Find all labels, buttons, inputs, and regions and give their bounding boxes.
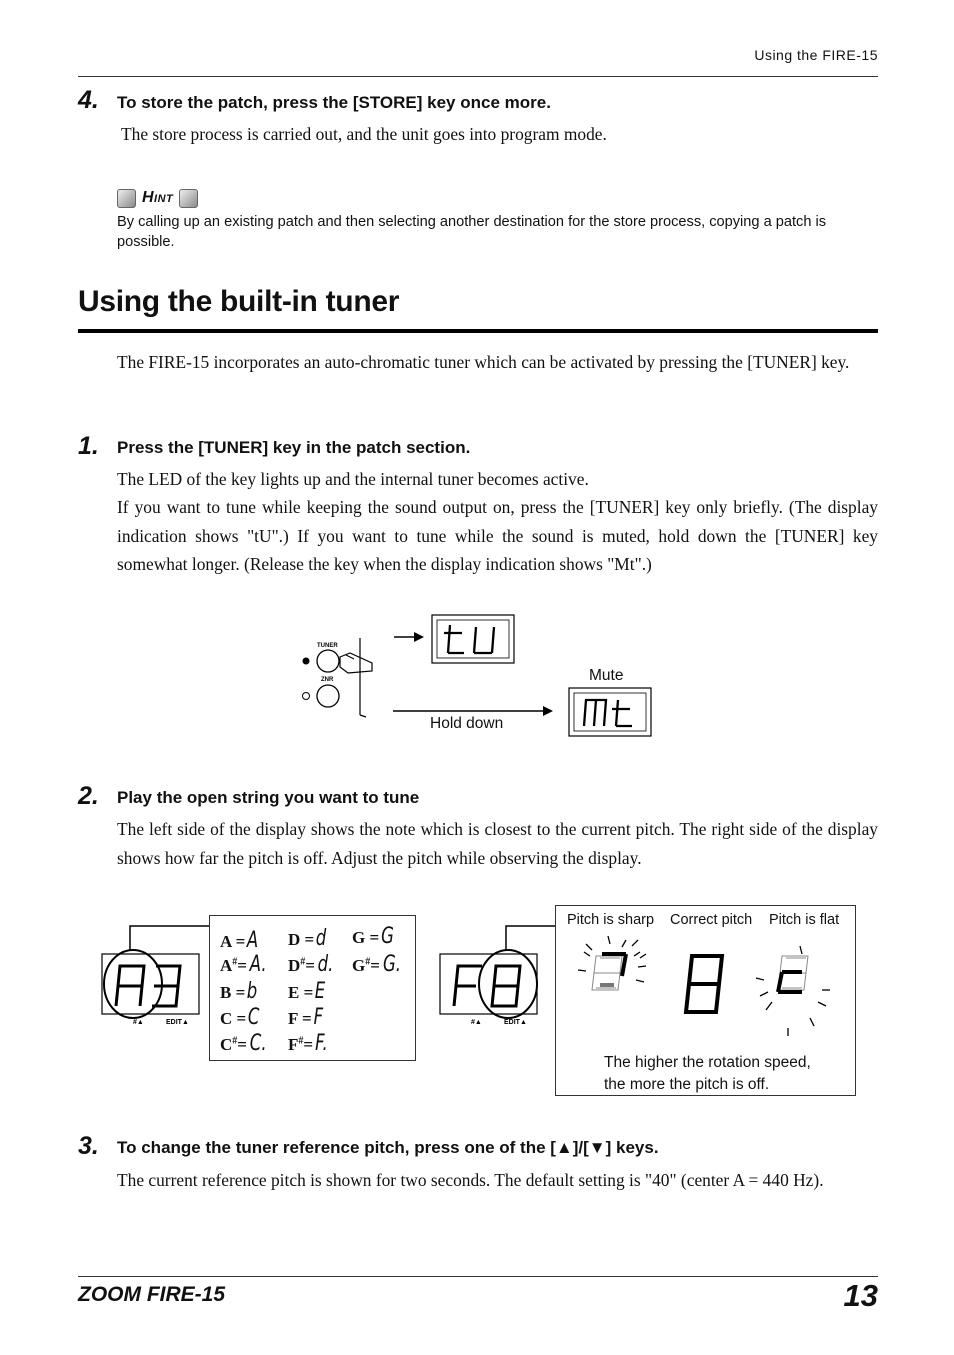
note-row-a: A =A	[220, 928, 259, 953]
hint-text: By calling up an existing patch and then selecting another destination for the store process, copying a patch is possible.	[117, 214, 827, 250]
note-table	[209, 915, 416, 1061]
header-rule	[78, 76, 878, 77]
note-row-f-sharp: F#=F.	[288, 1031, 328, 1056]
pitch-caption	[604, 1052, 811, 1096]
step-4-number: 4.	[78, 86, 99, 114]
sharp-up-button-label: #▲	[133, 1019, 144, 1026]
pitch-correct-label: Correct pitch	[670, 912, 753, 928]
pitch-sharp-label: Pitch is sharp	[567, 912, 655, 928]
mute-label: Mute	[589, 667, 624, 684]
note-row-g: G =G	[352, 924, 395, 949]
step-1-number: 1.	[78, 432, 99, 460]
step-2-body: The left side of the display shows the note which is closest to the current pitch. The right side of the display shows how far the pitch is off. Adjust the pitch while observing the display.	[117, 819, 878, 868]
hint-square-icon	[179, 189, 198, 208]
section-intro: The FIRE-15 incorporates an auto-chromatic tuner which can be activated by pressing the [TUNER] key.	[117, 352, 850, 372]
step-3-title: To change the tuner reference pitch, press one of the [▲]/[▼] keys.	[117, 1138, 659, 1157]
step-4-body: The store process is carried out, and the unit goes into program mode.	[121, 124, 607, 144]
running-header: Using the FIRE-15	[754, 47, 878, 63]
display-tu-digits	[444, 625, 494, 653]
note-row-e: E =E	[288, 979, 326, 1004]
rotating-segment-illustration	[556, 906, 856, 1051]
hint-label: Hint	[142, 189, 174, 206]
hint-label-row	[117, 187, 198, 209]
step-4-title: To store the patch, press the [STORE] key once more.	[117, 93, 551, 112]
step-2-number: 2.	[78, 782, 99, 810]
pitch-display-figure	[438, 920, 558, 1030]
note-row-c: C =C	[220, 1005, 260, 1030]
page-number: 13	[843, 1278, 878, 1313]
pitch-caption-line2: the more the pitch is off.	[604, 1076, 770, 1093]
sharp-up-button-label: #▲	[471, 1019, 482, 1026]
footer-rule	[78, 1276, 878, 1277]
tuner-key-label: TUNER	[317, 643, 338, 649]
step-3-body: The current reference pitch is shown for two seconds. The default setting is "40" (center A = 440 Hz).	[117, 1170, 824, 1190]
tuner-key-figure	[300, 605, 660, 745]
step-2-title: Play the open string you want to tune	[117, 788, 420, 807]
note-display-illustration	[100, 920, 210, 1030]
step-3-number: 3.	[78, 1132, 99, 1160]
display-mt-digits	[584, 700, 632, 726]
note-row-d: D =d	[288, 926, 327, 951]
pitch-explanation-box	[555, 905, 856, 1096]
pitch-caption-line1: The higher the rotation speed,	[604, 1054, 811, 1071]
pitch-flat-label: Pitch is flat	[769, 912, 840, 928]
note-row-b: B =b	[220, 979, 258, 1004]
footer-product: ZOOM FIRE-15	[78, 1283, 226, 1306]
note-row-g-sharp: G#= G.	[352, 952, 401, 977]
section-heading: Using the built-in tuner	[78, 285, 400, 318]
znr-key-label: ZNR	[321, 677, 334, 683]
step-1-title: Press the [TUNER] key in the patch section.	[117, 438, 471, 457]
hold-down-label: Hold down	[430, 715, 504, 732]
step-1-body-line1: The LED of the key lights up and the internal tuner becomes active.	[117, 469, 589, 489]
note-row-d-sharp: D#= d.	[288, 952, 334, 977]
section-rule	[78, 329, 878, 333]
pitch-display-illustration	[438, 920, 558, 1030]
note-row-f: F =F	[288, 1005, 323, 1030]
note-row-c-sharp: C#= C.	[220, 1031, 267, 1056]
note-row-a-sharp: A#= A.	[220, 952, 267, 977]
note-display-figure	[100, 920, 210, 1030]
step-1-body-line2: If you want to tune while keeping the sound output on, press the [TUNER] key only briefly. (The display indication shows "tU".) If you want to tune while the sound is muted, hold down the [TUNER] key somewhat longer. (Release the key when the display indication shows "Mt".)	[117, 497, 878, 574]
edit-up-button-label: EDIT▲	[166, 1019, 189, 1026]
edit-up-button-label: EDIT▲	[504, 1019, 527, 1026]
hint-square-icon	[117, 189, 136, 208]
